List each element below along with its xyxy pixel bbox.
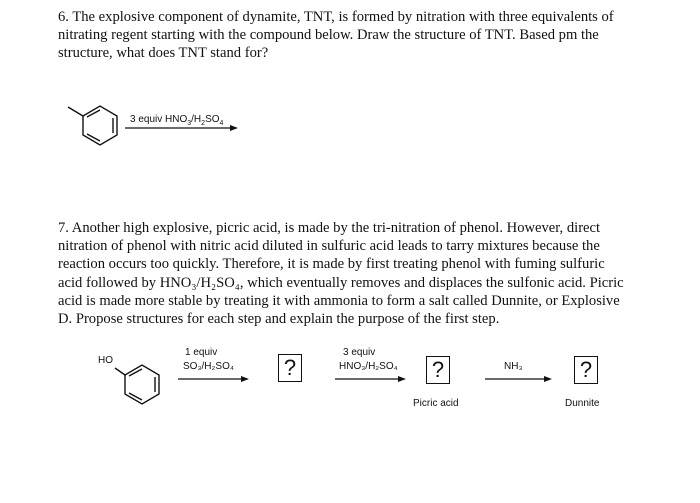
q7-line-2: nitration of phenol with nitric acid diluted in sulfuric acid leads to tarry mixtures because the (58, 238, 600, 255)
reaction-arrow-step1 (178, 376, 249, 382)
q6-reagent-label: 3 equiv $HNO_3/H_2SO_4$ (130, 114, 224, 127)
q6-line-3: structure, what does TNT stand for? (58, 45, 269, 62)
q7-line-3: reaction occurs too quickly. Therefore, it is made by first treating phenol with fuming sulfuric (58, 256, 605, 273)
q6-line-1: 6. The explosive component of dynamite, TNT, is formed by nitration with three equivalents of (58, 9, 614, 25)
dunnite-label: Dunnite (565, 398, 600, 409)
answer-box-1: ? (278, 354, 302, 382)
step3-reagent-label: NH₃ (504, 361, 523, 372)
reaction-arrow-step2 (335, 376, 406, 382)
answer-box-3: ? (574, 356, 598, 384)
ho-label: HO (98, 355, 113, 366)
q7-line-1: 7. Another high explosive, picric acid, is made by the tri-nitration of phenol. However, direct (58, 220, 601, 236)
picric-acid-label: Picric acid (413, 398, 459, 409)
step2-reagent-line1: 3 equiv (343, 347, 376, 358)
step1-reagent-line2: SO₃/H₂SO₄ (183, 361, 234, 372)
answer-box-2: ? (426, 356, 450, 384)
question-7-text (58, 219, 678, 328)
toluene-structure (68, 106, 117, 145)
q7-line-5: acid is made more stable by treating it with ammonia to form a salt called Dunnite, or Explosive (58, 292, 620, 309)
step2-reagent-line2: HNO₃/H₂SO₄ (339, 361, 398, 372)
q6-line-2: nitrating regent starting with the compound below. Draw the structure of TNT. Based pm the (58, 27, 599, 44)
phenol-structure (115, 365, 159, 404)
reaction-arrow-step3 (485, 376, 552, 382)
q7-line-6: D. Propose structures for each step and explain the purpose of the first step. (58, 311, 500, 328)
step1-reagent-line1: 1 equiv (185, 347, 218, 358)
q7-line-4: acid followed by HNO₃/H₂SO₄, which eventually removes and displaces the sulfonic acid. Picric (58, 274, 624, 291)
